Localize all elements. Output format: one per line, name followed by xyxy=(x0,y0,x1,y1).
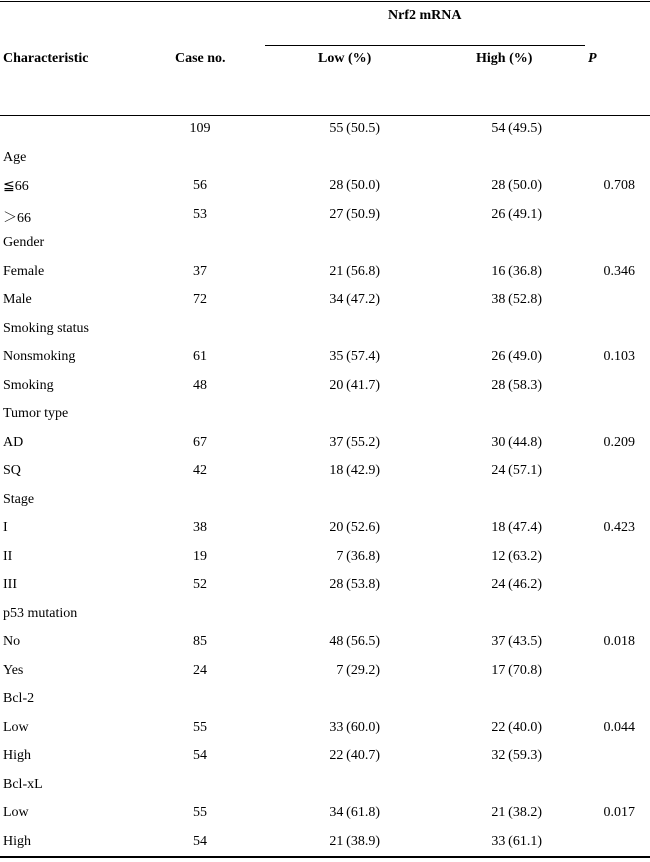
row-label: III xyxy=(3,577,17,592)
high-value: 26 (49.1) xyxy=(491,206,542,222)
low-value: 37 (55.2) xyxy=(329,434,380,450)
row-label: Tumor type xyxy=(3,406,69,421)
row-label: ≦66 xyxy=(3,179,29,194)
table-row xyxy=(0,663,650,691)
table-row xyxy=(0,435,650,463)
row-label: Smoking xyxy=(3,377,54,393)
low-value: 18 (42.9) xyxy=(329,463,380,478)
high-value: 28 (50.0) xyxy=(491,178,542,193)
case-count: 56 xyxy=(193,178,207,193)
header-rule xyxy=(0,115,650,116)
table-row xyxy=(0,150,650,178)
case-count: 38 xyxy=(193,520,207,535)
table-row xyxy=(0,349,650,377)
row-label: SQ xyxy=(3,463,21,478)
row-label: ＞66 xyxy=(3,210,31,226)
table-row xyxy=(0,264,650,292)
table-row xyxy=(0,577,650,605)
low-value: 20 (41.7) xyxy=(329,377,380,393)
row-label: II xyxy=(3,548,13,564)
table-row xyxy=(0,549,650,577)
row-label: High xyxy=(3,748,31,763)
low-value: 48 (56.5) xyxy=(329,634,380,649)
case-count: 54 xyxy=(193,833,207,849)
low-value: 21 (56.8) xyxy=(329,263,380,279)
case-count: 19 xyxy=(193,548,207,564)
row-label: Female xyxy=(3,263,45,279)
col-characteristic: Characteristic xyxy=(3,51,89,66)
low-value: 22 (40.7) xyxy=(329,748,380,763)
p-value: 0.017 xyxy=(603,805,635,820)
p-value: 0.423 xyxy=(603,520,635,535)
col-case-no: Case no. xyxy=(175,51,226,66)
case-count: 42 xyxy=(193,463,207,478)
table-row xyxy=(0,492,650,520)
low-value: 7 (29.2) xyxy=(336,662,380,678)
p-value: 0.346 xyxy=(603,263,635,279)
p-value: 0.209 xyxy=(603,434,635,450)
high-value: 22 (40.0) xyxy=(491,719,542,735)
table-row xyxy=(0,748,650,776)
low-value: 28 (50.0) xyxy=(329,178,380,193)
low-value: 35 (57.4) xyxy=(329,349,380,364)
p-value: 0.044 xyxy=(603,719,635,735)
row-label: Male xyxy=(3,292,32,307)
high-value: 30 (44.8) xyxy=(491,434,542,450)
row-label: Bcl-2 xyxy=(3,691,35,706)
low-value: 21 (38.9) xyxy=(329,833,380,849)
table-row xyxy=(0,520,650,548)
row-label: Age xyxy=(3,149,27,165)
case-count: 54 xyxy=(193,748,207,763)
high-value: 24 (46.2) xyxy=(491,577,542,592)
low-value: 34 (47.2) xyxy=(329,292,380,307)
high-value: 32 (59.3) xyxy=(491,748,542,763)
high-value: 33 (61.1) xyxy=(491,833,542,849)
low-value: 27 (50.9) xyxy=(329,206,380,222)
low-value: 55 (50.5) xyxy=(329,121,380,136)
low-value: 20 (52.6) xyxy=(329,520,380,535)
low-value: 7 (36.8) xyxy=(336,548,380,564)
row-label: High xyxy=(3,833,31,849)
row-label: Bcl-xL xyxy=(3,776,43,792)
table-row xyxy=(0,121,650,149)
high-value: 38 (52.8) xyxy=(491,292,542,307)
high-value: 54 (49.5) xyxy=(491,121,542,136)
p-value: 0.018 xyxy=(603,634,635,649)
col-p: P xyxy=(588,51,597,66)
col-high: High (%) xyxy=(476,51,533,66)
p-value: 0.708 xyxy=(603,178,635,193)
low-value: 28 (53.8) xyxy=(329,577,380,592)
high-value: 12 (63.2) xyxy=(491,548,542,564)
table-row xyxy=(0,292,650,320)
high-value: 37 (43.5) xyxy=(491,634,542,649)
col-low: Low (%) xyxy=(318,51,372,66)
case-count: 37 xyxy=(193,263,207,279)
case-count: 55 xyxy=(193,805,207,820)
high-value: 28 (58.3) xyxy=(491,377,542,393)
table-row xyxy=(0,235,650,263)
group-underline xyxy=(265,45,585,46)
high-value: 17 (70.8) xyxy=(491,662,542,678)
table-row xyxy=(0,406,650,434)
high-value: 16 (36.8) xyxy=(491,263,542,279)
table-row xyxy=(0,805,650,833)
row-label: Gender xyxy=(3,235,45,250)
row-label: No xyxy=(3,634,21,649)
table-row xyxy=(0,378,650,406)
table-row xyxy=(0,777,650,805)
row-label: p53 mutation xyxy=(3,605,78,621)
case-count: 72 xyxy=(193,292,207,307)
high-value: 21 (38.2) xyxy=(491,805,542,820)
table-row xyxy=(0,178,650,206)
case-count: 24 xyxy=(193,662,207,678)
table-row xyxy=(0,634,650,662)
top-rule xyxy=(0,1,650,2)
case-count: 85 xyxy=(193,634,207,649)
p-value: 0.103 xyxy=(603,349,635,364)
case-count: 55 xyxy=(193,719,207,735)
group-header-nrf2: Nrf2 mRNA xyxy=(388,8,462,23)
table-row xyxy=(0,691,650,719)
row-label: Stage xyxy=(3,491,35,507)
row-label: Low xyxy=(3,805,29,820)
case-count: 52 xyxy=(193,577,207,592)
row-label: Yes xyxy=(3,662,24,678)
case-count: 53 xyxy=(193,206,207,222)
table-row xyxy=(0,321,650,349)
table-row xyxy=(0,606,650,634)
table-row xyxy=(0,463,650,491)
bottom-rule xyxy=(0,856,650,858)
low-value: 34 (61.8) xyxy=(329,805,380,820)
high-value: 18 (47.4) xyxy=(491,520,542,535)
case-count: 61 xyxy=(193,349,207,364)
row-label: Nonsmoking xyxy=(3,349,76,364)
case-count: 48 xyxy=(193,377,207,393)
row-label: I xyxy=(3,520,8,535)
table-row xyxy=(0,207,650,235)
high-value: 24 (57.1) xyxy=(491,463,542,478)
table-row xyxy=(0,720,650,748)
row-label: Low xyxy=(3,719,29,735)
low-value: 33 (60.0) xyxy=(329,719,380,735)
high-value: 26 (49.0) xyxy=(491,349,542,364)
row-label: AD xyxy=(3,434,24,450)
row-label: Smoking status xyxy=(3,320,89,336)
case-count: 67 xyxy=(193,434,207,450)
case-count: 109 xyxy=(189,121,211,136)
